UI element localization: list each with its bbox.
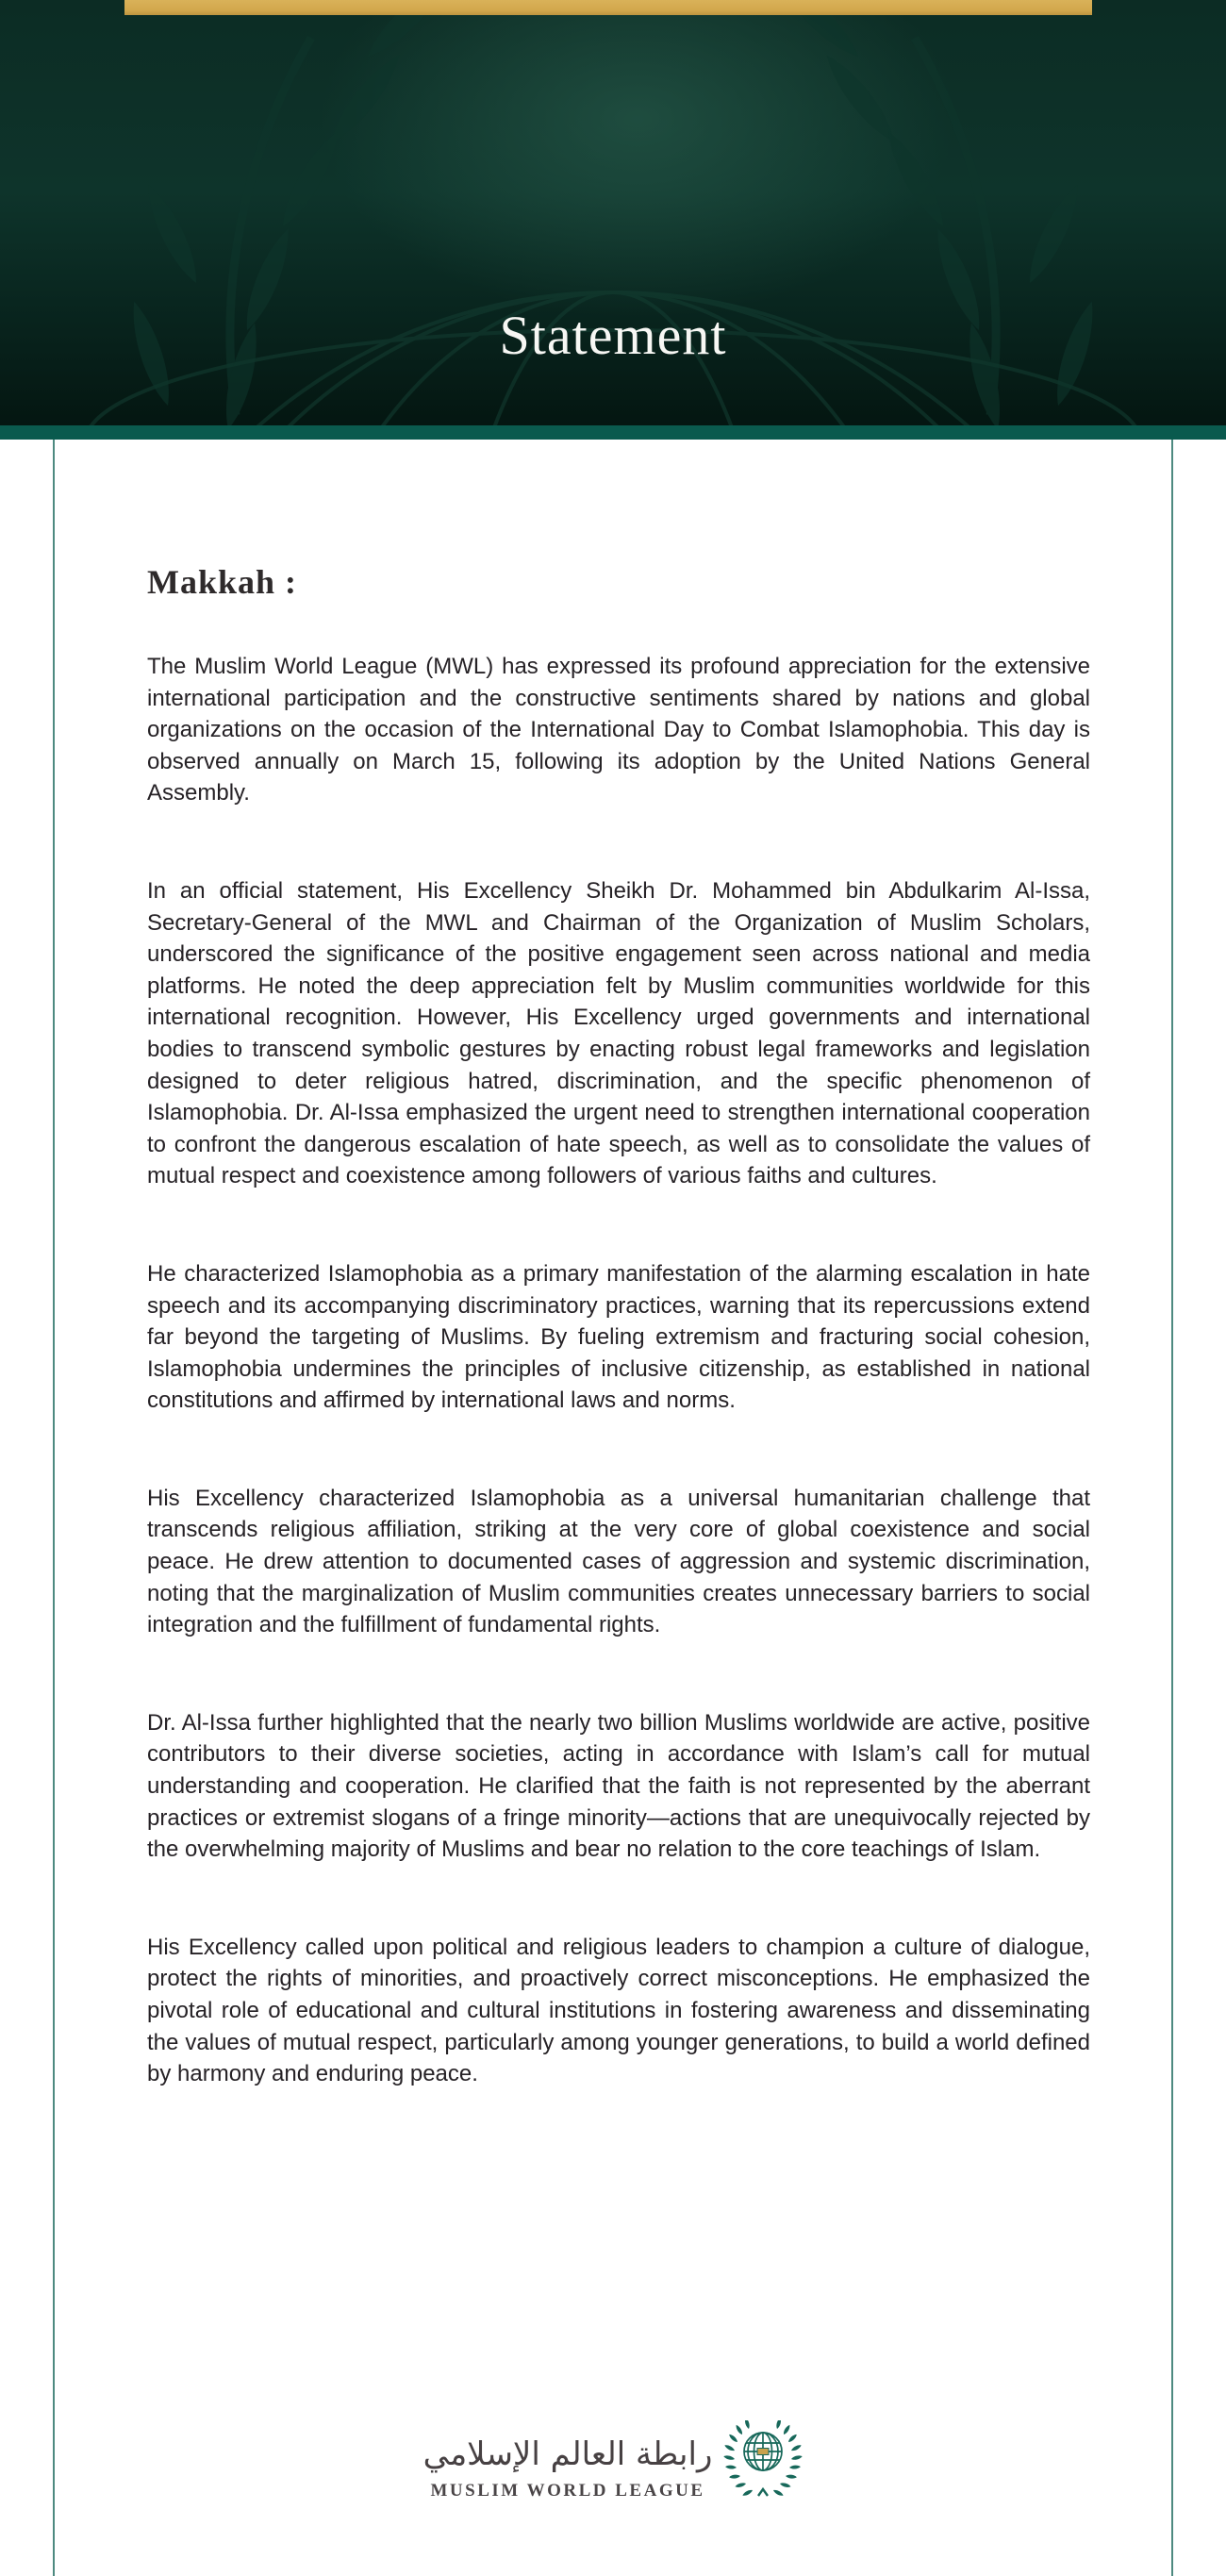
statement-paragraph: He characterized Islamophobia as a primary manifestation of the alarming escalation in hate speech and its accompanying discriminatory practices, warning that its repercussions extend far beyond the targeting of Muslims. By fueling extremism and fracturing social cohesion, Islamophobia undermines the principles of inclusive citizenship, as established in national constitutions and affirmed by international laws and norms. [147, 1260, 1090, 1414]
mwl-logo-text [423, 2430, 713, 2501]
page-title: Statement [499, 305, 727, 366]
mwl-logo [0, 2420, 1226, 2501]
frame-line-right [1171, 440, 1173, 2576]
statement-body [147, 440, 1090, 2156]
statement-paragraph: In an official statement, His Excellency Sheikh Dr. Mohammed bin Abdulkarim Al-Issa, Secretary-General of the MWL and Chairman of the Organization of Muslim Scholars, underscored the significance of the positive engagement seen across national and media platforms. He noted the deep appreciation felt by Muslim communities worldwide for this international recognition. However, His Excellency urged governments and international bodies to transcend symbolic gestures by enacting robust legal frameworks and legislation designed to deter religious hatred, discrimination, and the specific phenomenon of Islamophobia. Dr. Al-Issa emphasized the urgent need to strengthen international cooperation to confront the dangerous escalation of hate speech, as well as to consolidate the values of mutual respect and coexistence among followers of various faiths and cultures. [147, 877, 1090, 1189]
gold-accent-bar [124, 0, 1092, 15]
statement-paragraph: His Excellency characterized Islamophobia as a universal humanitarian challenge that transcends religious affiliation, striking at the very core of global coexistence and social peace. He drew attention to documented cases of aggression and systemic discrimination, noting that the marginalization of Muslim communities creates unnecessary barriers to social integration and the fulfillment of fundamental rights. [147, 1485, 1090, 1638]
page-header [0, 0, 1226, 425]
mwl-logo-name: MUSLIM WORLD LEAGUE [430, 2481, 705, 2501]
statement-paragraph: Dr. Al-Issa further highlighted that the nearly two billion Muslims worldwide are active, positive contributors to their diverse societies, acting in accordance with Islam’s call for mutual understanding and cooperation. He clarified that the faith is not represented by the aberrant practices or extremist slogans of a fringe minority—actions that are unequivocally rejected by the overwhelming majority of Muslims and bear no relation to the core teachings of Islam. [147, 1709, 1090, 1863]
frame-line-left [53, 440, 55, 2576]
statement-paragraph: His Excellency called upon political and religious leaders to champion a culture of dialogue, protect the rights of minorities, and proactively correct misconceptions. He emphasized the pivotal role of educational and cultural institutions in fostering awareness and disseminating the values of mutual respect, particularly among younger generations, to build a world defined by harmony and enduring peace. [147, 1934, 1090, 2087]
location-heading: Makkah : [147, 563, 298, 601]
globe-wreath-icon [723, 2420, 803, 2501]
statement-paragraph: The Muslim World League (MWL) has expressed its profound appreciation for the extensive international participation and the constructive sentiments shared by nations and global organizations on the occasion of the International Day to Combat Islamophobia. This day is observed annually on March 15, following its adoption by the United Nations General Assembly. [147, 654, 1090, 806]
header-divider [0, 425, 1226, 440]
mwl-logo-arabic-name: رابطة العالم الإسلامي [422, 2435, 713, 2473]
